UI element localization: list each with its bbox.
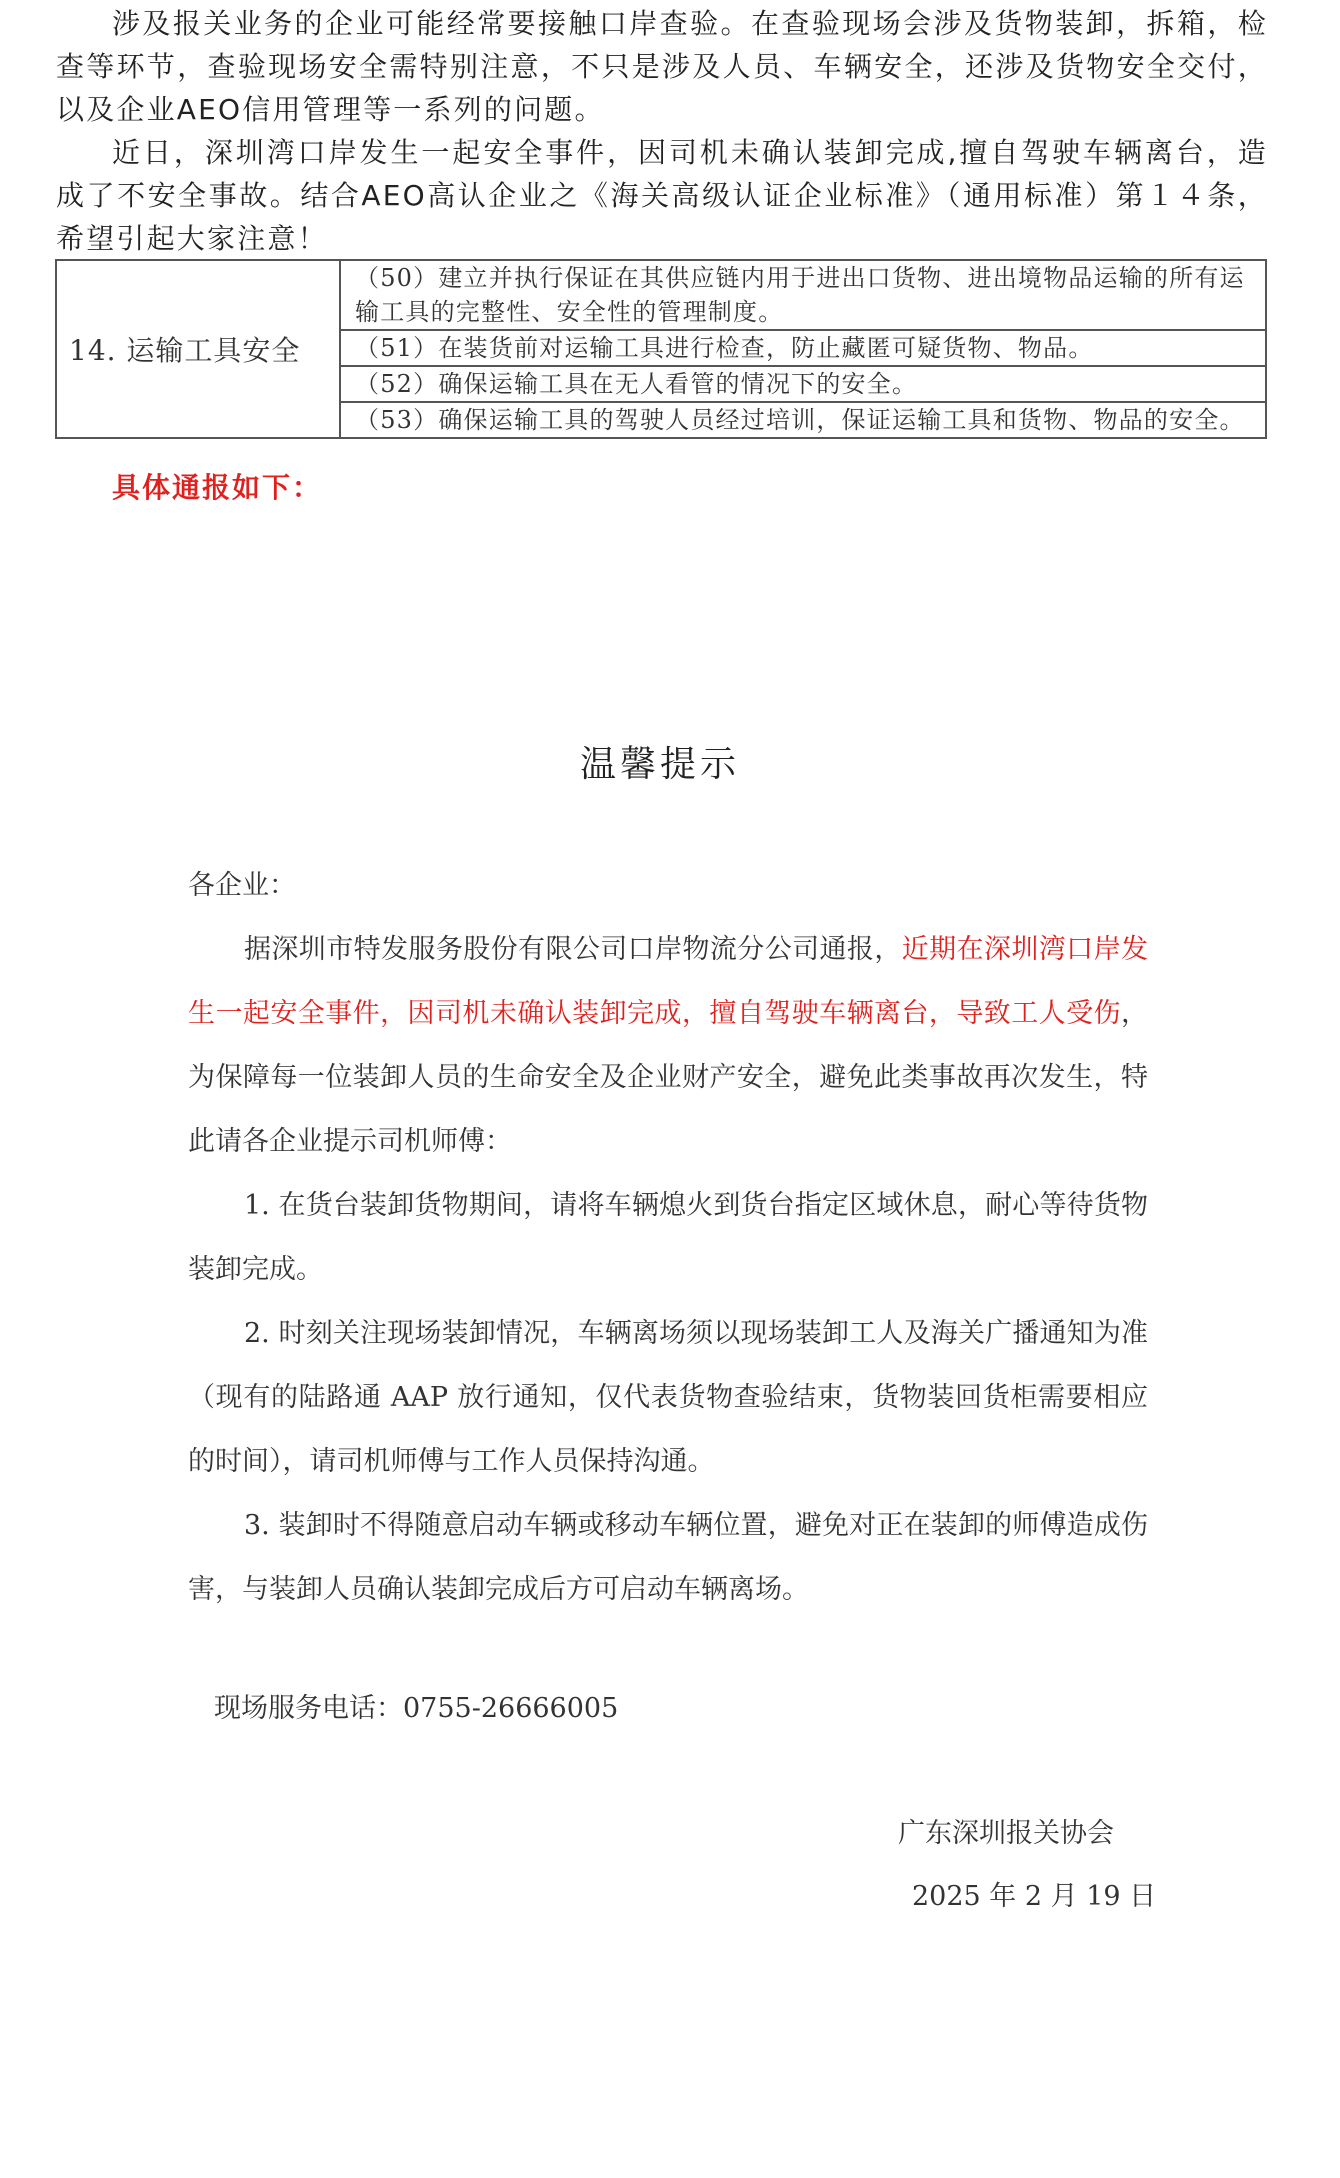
notice-item-2: 2. 时刻关注现场装卸情况，车辆离场须以现场装卸工人及海关广播通知为准（现有的陆路通 AAP 放行通知，仅代表货物查验结束，货物装回货柜需要相应的时间），请司机师傅与工作人员保持沟通。 [188,1318,1148,1477]
signature: 广东深圳报关协会 [898,1818,1114,1849]
notice-tail: ，为保障每一位装卸人员的生命安全及企业财产安全，避免此类事故再次发生，特此请各企业提示司机师傅： [188,998,1148,1157]
notice-date: 2025 年 2 月 19 日 [912,1881,1157,1912]
intro-text [56,2,1268,260]
intro-paragraph-2: 近日，深圳湾口岸发生一起安全事件，因司机未确认装卸完成,擅自驾驶车辆离台，造成了不安全事故。结合AEO高认企业之《海关高级认证企业标准》（通用标准）第１４条，希望引起大家注意！ [56,136,1268,255]
notice-item-1: 1. 在货台装卸货物期间，请将车辆熄火到货台指定区域休息，耐心等待货物装卸完成。 [188,1190,1148,1285]
section-heading: 具体通报如下： [112,471,323,504]
standard-category: 14. 运输工具安全 [56,260,340,438]
notice-lead: 据深圳市特发服务股份有限公司口岸物流分公司通报， [244,934,902,965]
standard-item: （50）建立并执行保证在其供应链内用于进出口货物、进出境物品运输的所有运输工具的完整性、安全性的管理制度。 [340,260,1266,330]
notice-body [188,854,1148,1622]
standard-table [55,259,1267,439]
notice-highlight: 近期在深圳湾口岸发生一起安全事件，因司机未确认装卸完成，擅自驾驶车辆离台，导致工人受伤 [188,934,1148,1029]
standard-item: （52）确保运输工具在无人看管的情况下的安全。 [340,366,1266,402]
notice-salutation: 各企业： [188,870,296,901]
standard-item: （51）在装货前对运输工具进行检查，防止藏匿可疑货物、物品。 [340,330,1266,366]
notice-paragraph [188,918,1148,1174]
service-hotline: 现场服务电话：0755-26666005 [214,1693,619,1724]
standard-item: （53）确保运输工具的驾驶人员经过培训，保证运输工具和货物、物品的安全。 [340,402,1266,438]
notice-title: 温馨提示 [579,744,740,785]
intro-paragraph-1: 涉及报关业务的企业可能经常要接触口岸查验。在查验现场会涉及货物装卸，拆箱，检查等环节，查验现场安全需特别注意，不只是涉及人员、车辆安全，还涉及货物安全交付，以及企业AEO信用管理等一系列的问题。 [56,7,1268,126]
notice-item-3: 3. 装卸时不得随意启动车辆或移动车辆位置，避免对正在装卸的师傅造成伤害，与装卸人员确认装卸完成后方可启动车辆离场。 [188,1510,1148,1605]
